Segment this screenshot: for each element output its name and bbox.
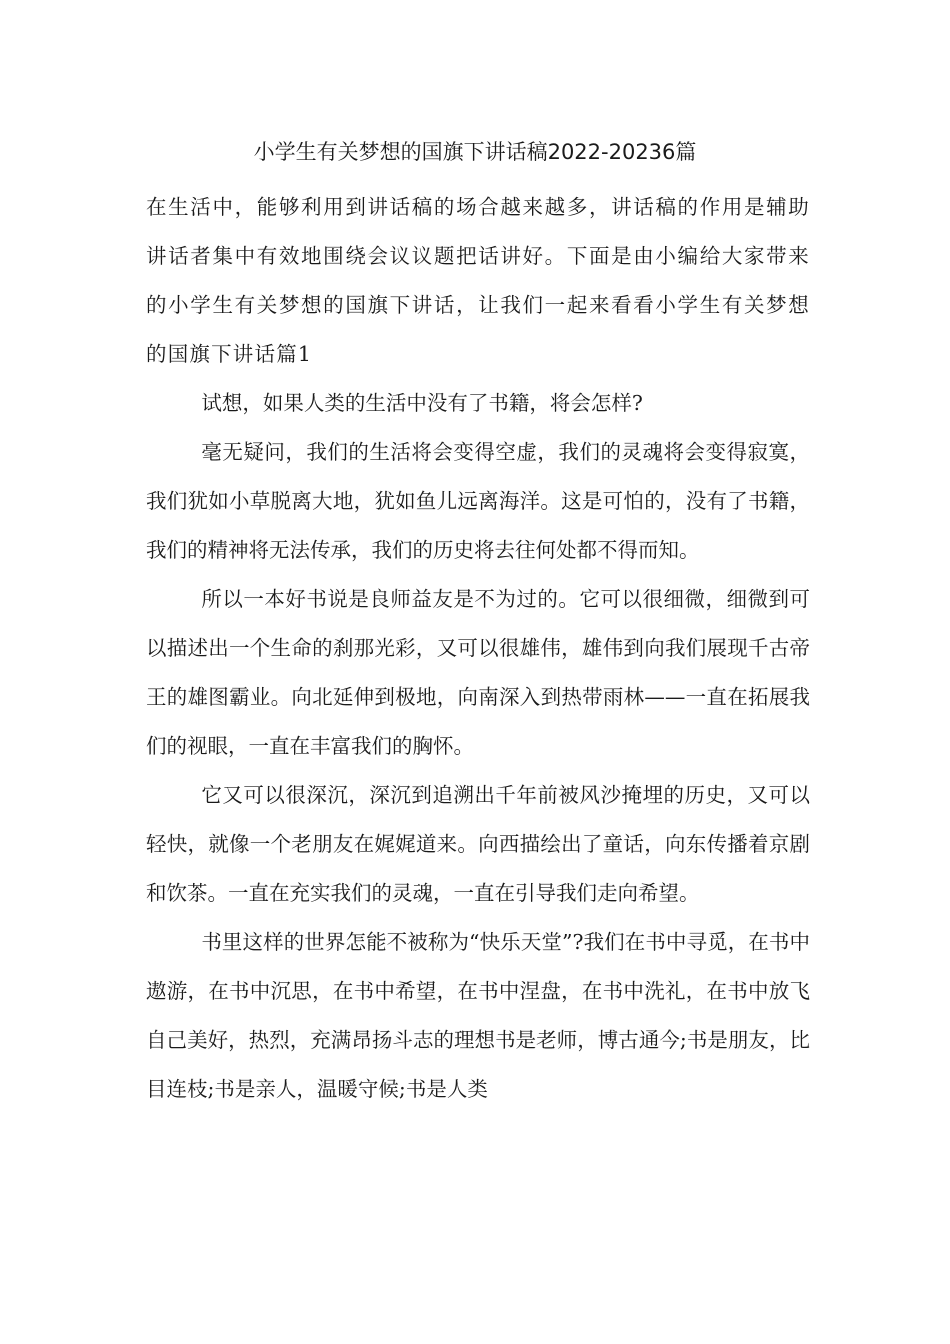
- intro-paragraph: 在生活中，能够利用到讲话稿的场合越来越多，讲话稿的作用是辅助讲话者集中有效地围绕会议议题把话讲好。下面是由小编给大家带来的小学生有关梦想的国旗下讲话，让我们一起来看看小学生有关梦想的国旗下讲话篇1: [146, 195, 810, 366]
- document-body: [146, 183, 810, 1114]
- body-paragraph-3: 所以一本好书说是良师益友是不为过的。它可以很细微，细微到可以描述出一个生命的刹那光彩，又可以很雄伟，雄伟到向我们展现千古帝王的雄图霸业。向北延伸到极地，向南深入到热带雨林——一直在拓展我们的视眼，一直在丰富我们的胸怀。: [146, 587, 810, 758]
- body-paragraph-2: 毫无疑问，我们的生活将会变得空虚，我们的灵魂将会变得寂寞，我们犹如小草脱离大地，犹如鱼儿远离海洋。这是可怕的，没有了书籍，我们的精神将无法传承，我们的历史将去往何处都不得而知。: [146, 440, 810, 562]
- document-title: 小学生有关梦想的国旗下讲话稿2022-20236篇: [253, 140, 697, 164]
- body-paragraph-1: 试想，如果人类的生活中没有了书籍，将会怎样?: [201, 391, 643, 415]
- body-paragraph-5: 书里这样的世界怎能不被称为“快乐天堂”?我们在书中寻觅，在书中遨游，在书中沉思，在书中希望，在书中涅盘，在书中洗礼，在书中放飞自己美好，热烈，充满昂扬斗志的理想书是老师，博古通今;书是朋友，比目连枝;书是亲人，温暖守候;书是人类: [146, 930, 810, 1101]
- body-paragraph-4: 它又可以很深沉，深沉到追溯出千年前被风沙掩埋的历史，又可以轻快，就像一个老朋友在娓娓道来。向西描绘出了童话，向东传播着京剧和饮茶。一直在充实我们的灵魂，一直在引导我们走向希望。: [146, 783, 810, 905]
